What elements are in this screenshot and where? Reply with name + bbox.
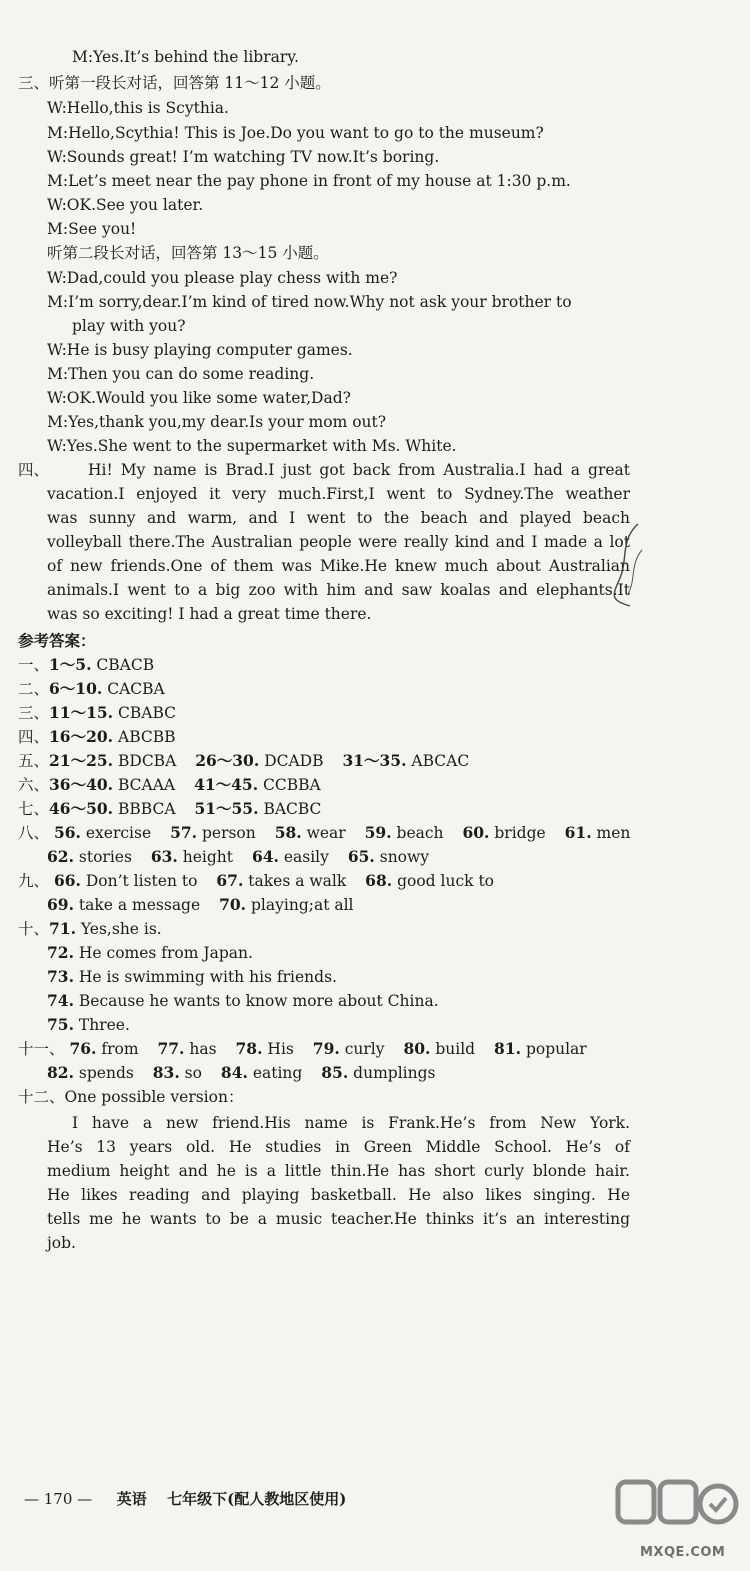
answer-row: 十一、 76. from 77. has 78. His 79. curly 80. build 81. popular (18, 1039, 587, 1058)
essay-line: He’s 13 years old. He studies in Green Middle School. He’s of (47, 1138, 630, 1156)
answer-row: 62. stories 63. height 64. easily 65. snowy (47, 847, 430, 866)
footer-subject: 英语 (116, 1490, 147, 1508)
answer-row: 82. spends 83. so 84. eating 85. dumplings (47, 1063, 436, 1082)
answer-row: 四、16～20. ABCBB (18, 727, 176, 746)
answer-row: 五、21～25. BDCBA 26～30. DCADB 31～35. ABCAC (18, 751, 470, 770)
transcript-line: M:Yes.It’s behind the library. (72, 48, 299, 66)
passage-line: Hi! My name is Brad.I just got back from Australia.I had a great (88, 461, 630, 479)
essay-line: I have a new friend.His name is Frank.He’s from New York. (72, 1114, 630, 1132)
answer-row: 69. take a message 70. playing;at all (47, 895, 354, 914)
dialog-line: M:Yes,thank you,my dear.Is your mom out? (47, 413, 387, 431)
answer-row: 九、 66. Don’t listen to 67. takes a walk 68. good luck to (18, 871, 495, 890)
passage-line: animals.I went to a big zoo with him and saw koalas and elephants.It (47, 581, 630, 599)
answer-row: 三、11～15. CBABC (18, 703, 176, 722)
answer-row: 74. Because he wants to know more about China. (47, 991, 439, 1010)
dialog-line: W:OK.Would you like some water,Dad? (47, 389, 351, 407)
page-footer (24, 1488, 346, 1509)
dialog-line: play with you? (72, 317, 186, 335)
section-3-header: 三、听第一段长对话，回答第 11～12 小题。 (18, 74, 331, 92)
answers-title: 参考答案： (18, 631, 96, 650)
dialog-line: M:Let’s meet near the pay phone in front of my house at 1:30 p.m. (47, 172, 571, 190)
page-number: — 170 — (24, 1490, 93, 1508)
answer-row: 一、1～5. CBACB (18, 655, 155, 674)
passage-line: of new friends.One of them was Mike.He knew much about Australian (47, 557, 630, 575)
dialog-line: M:I’m sorry,dear.I’m kind of tired now.Why not ask your brother to (47, 293, 572, 311)
dialog-line: W:Dad,could you please play chess with me? (47, 269, 398, 287)
footer-grade: 七年级下(配人教地区使用) (167, 1490, 347, 1508)
dialog-line: W:Yes.She went to the supermarket with Ms. White. (47, 437, 457, 455)
essay-line: He likes reading and playing basketball. He also likes singing. He (47, 1186, 630, 1204)
answer-row: 75. Three. (47, 1015, 130, 1034)
dialog-line: M:See you! (47, 220, 137, 238)
passage-line: volleyball there.The Australian people were really kind and I made a lot (47, 533, 630, 551)
pen-scribble-icon (590, 520, 650, 610)
passage-line: was sunny and warm, and I went to the beach and played beach (47, 509, 630, 527)
answer-row: 十、71. Yes,she is. (18, 919, 162, 938)
essay-line: job. (47, 1234, 76, 1252)
section-4-label: 四、 (18, 461, 50, 479)
essay-line: medium height and he is a little thin.He has short curly blonde hair. (47, 1162, 630, 1180)
essay-line: tells me he wants to be a music teacher.He thinks it’s an interesting (47, 1210, 630, 1228)
passage-line: was so exciting! I had a great time there. (47, 605, 372, 623)
watermark-text: MXQE.COM (640, 1545, 726, 1560)
answer-row: 73. He is swimming with his friends. (47, 967, 337, 986)
answer-row: 七、46～50. BBBCA 51～55. BACBC (18, 799, 322, 818)
dialog-line: W:OK.See you later. (47, 196, 204, 214)
dialog-2-header: 听第二段长对话，回答第 13～15 小题。 (47, 244, 329, 262)
passage-line: vacation.I enjoyed it very much.First,I went to Sydney.The weather (47, 485, 630, 503)
dialog-line: W:Hello,this is Scythia. (47, 99, 229, 117)
section-12-header: 十二、One possible version： (18, 1088, 244, 1106)
answer-row: 72. He comes from Japan. (47, 943, 253, 962)
dialog-line: M:Then you can do some reading. (47, 365, 315, 383)
dialog-line: W:Sounds great! I’m watching TV now.It’s boring. (47, 148, 440, 166)
answer-row: 六、36～40. BCAAA 41～45. CCBBA (18, 775, 321, 794)
dialog-line: M:Hello,Scythia! This is Joe.Do you want to go to the museum? (47, 124, 544, 142)
dialog-line: W:He is busy playing computer games. (47, 341, 353, 359)
answer-row: 二、6～10. CACBA (18, 679, 165, 698)
answer-row: 八、 56. exercise 57. person 58. wear 59. beach 60. bridge 61. men (18, 823, 631, 842)
